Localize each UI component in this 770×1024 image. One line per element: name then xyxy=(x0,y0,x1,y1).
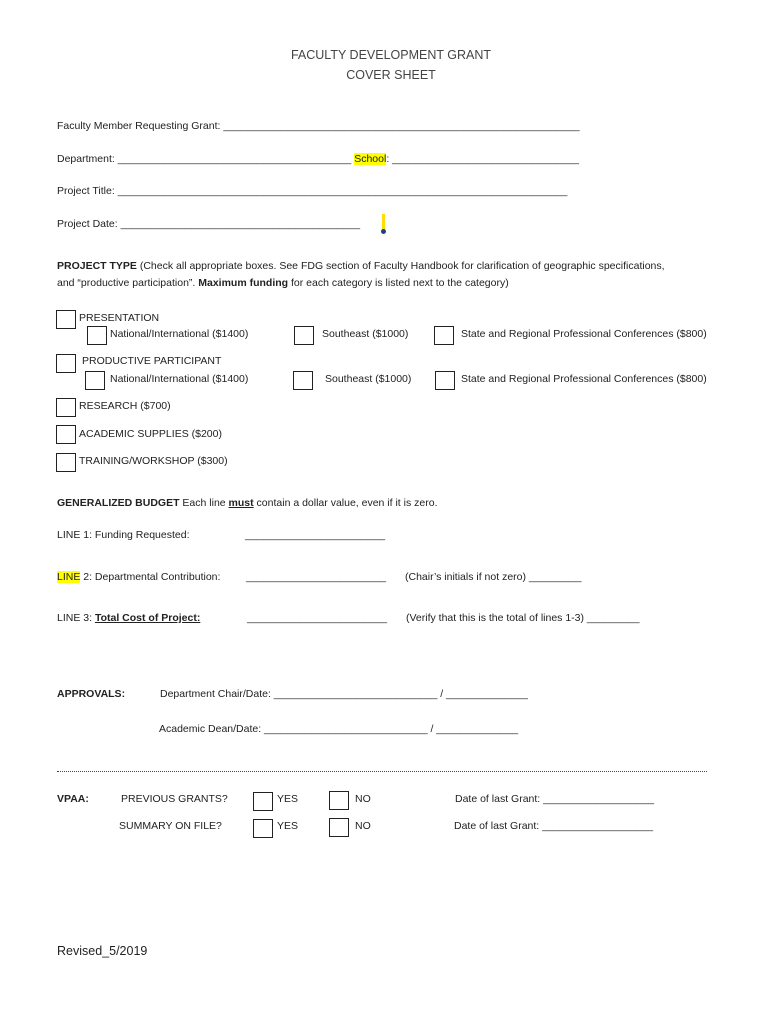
project-type-heading: PROJECT TYPE xyxy=(57,260,137,272)
productive-checkbox[interactable] xyxy=(56,354,76,373)
productive-state-label: State and Regional Professional Conferences ($800) xyxy=(461,373,707,385)
project-title-field[interactable]: Project Title: _____________________________________________________________________________ xyxy=(57,185,568,197)
productive-southeast-label: Southeast ($1000) xyxy=(325,373,412,385)
line3-total-cost: Total Cost of Project: xyxy=(94,612,201,624)
line3-verify[interactable]: (Verify that this is the total of lines 1-3) _________ xyxy=(406,612,640,624)
productive-label: PRODUCTIVE PARTICIPANT xyxy=(82,355,222,367)
previous-grants-label: PREVIOUS GRANTS? xyxy=(121,793,228,805)
line2-chair-initials[interactable]: (Chair’s initials if not zero) _________ xyxy=(405,571,582,583)
school-label: School xyxy=(354,153,387,165)
line2-field[interactable]: ________________________ xyxy=(246,571,387,583)
faculty-member-field[interactable]: Faculty Member Requesting Grant: _____________________________________________________________ xyxy=(57,120,580,132)
summary-yes-label: YES xyxy=(277,820,299,832)
project-type-instructions xyxy=(57,260,665,272)
project-type-text2a: and “productive participation”. xyxy=(57,277,199,289)
project-type-text2b: for each category is listed next to the category) xyxy=(288,277,509,289)
budget-heading xyxy=(57,497,438,509)
budget-title: GENERALIZED BUDGET xyxy=(57,497,180,509)
supplies-checkbox[interactable] xyxy=(56,425,76,444)
previous-no-checkbox[interactable] xyxy=(329,791,349,810)
presentation-southeast-checkbox[interactable] xyxy=(294,326,314,345)
approvals-label: APPROVALS: xyxy=(57,688,126,700)
budget-desc-a: Each line xyxy=(179,497,229,509)
presentation-southeast-label: Southeast ($1000) xyxy=(322,328,409,340)
department-field[interactable] xyxy=(57,153,579,165)
dean-date-field[interactable]: Academic Dean/Date: ____________________________ / ______________ xyxy=(159,723,519,735)
project-type-text1: (Check all appropriate boxes. See FDG section of Faculty Handbook for clarification of geographic specifications, xyxy=(136,260,665,272)
research-checkbox[interactable] xyxy=(56,398,76,417)
training-label: TRAINING/WORKSHOP ($300) xyxy=(79,455,228,467)
summary-yes-checkbox[interactable] xyxy=(253,819,273,838)
summary-label: SUMMARY ON FILE? xyxy=(119,820,222,832)
line2-highlight: LINE xyxy=(57,571,81,583)
max-funding-text: Maximum funding xyxy=(198,277,289,289)
summary-date-field[interactable]: Date of last Grant: ___________________ xyxy=(454,820,654,832)
productive-national-label: National/International ($1400) xyxy=(110,373,249,385)
summary-no-checkbox[interactable] xyxy=(329,818,349,837)
line1-label: LINE 1: Funding Requested: xyxy=(57,529,190,541)
budget-must: must xyxy=(228,497,254,509)
line3-label-wrap xyxy=(57,612,200,624)
productive-southeast-checkbox[interactable] xyxy=(293,371,313,390)
department-label: Department: ________________________________________ xyxy=(57,153,352,165)
presentation-state-checkbox[interactable] xyxy=(434,326,454,345)
presentation-label: PRESENTATION xyxy=(79,312,160,324)
previous-no-label: NO xyxy=(355,793,371,805)
page-title: FACULTY DEVELOPMENT GRANT xyxy=(290,48,492,62)
presentation-state-label: State and Regional Professional Conferences ($800) xyxy=(461,328,707,340)
line3-field[interactable]: ________________________ xyxy=(247,612,388,624)
previous-yes-checkbox[interactable] xyxy=(253,792,273,811)
training-checkbox[interactable] xyxy=(56,453,76,472)
page-subtitle: COVER SHEET xyxy=(346,68,436,82)
budget-desc-b: contain a dollar value, even if it is zero. xyxy=(253,497,438,509)
revised-date: Revised_5/2019 xyxy=(57,944,148,958)
previous-date-field[interactable]: Date of last Grant: ___________________ xyxy=(455,793,655,805)
research-label: RESEARCH ($700) xyxy=(79,400,171,412)
vpaa-label: VPAA: xyxy=(57,793,89,805)
project-date-field[interactable]: Project Date: _________________________________________ xyxy=(57,218,361,230)
presentation-checkbox[interactable] xyxy=(56,310,76,329)
line3-label: LINE 3: xyxy=(57,612,95,624)
line2-label: 2: Departmental Contribution: xyxy=(80,571,221,583)
productive-state-checkbox[interactable] xyxy=(435,371,455,390)
productive-national-checkbox[interactable] xyxy=(85,371,105,390)
cursor-handle xyxy=(381,229,386,234)
chair-date-field[interactable]: Department Chair/Date: ____________________________ / ______________ xyxy=(160,688,528,700)
previous-yes-label: YES xyxy=(277,793,299,805)
line1-field[interactable]: ________________________ xyxy=(245,529,386,541)
summary-no-label: NO xyxy=(355,820,371,832)
project-type-instructions-2 xyxy=(57,277,509,289)
line2-label-wrap xyxy=(57,571,220,583)
dotted-divider xyxy=(57,771,707,772)
presentation-national-checkbox[interactable] xyxy=(87,326,107,345)
presentation-national-label: National/International ($1400) xyxy=(110,328,249,340)
school-field[interactable]: : ________________________________ xyxy=(386,153,580,165)
supplies-label: ACADEMIC SUPPLIES ($200) xyxy=(79,428,222,440)
